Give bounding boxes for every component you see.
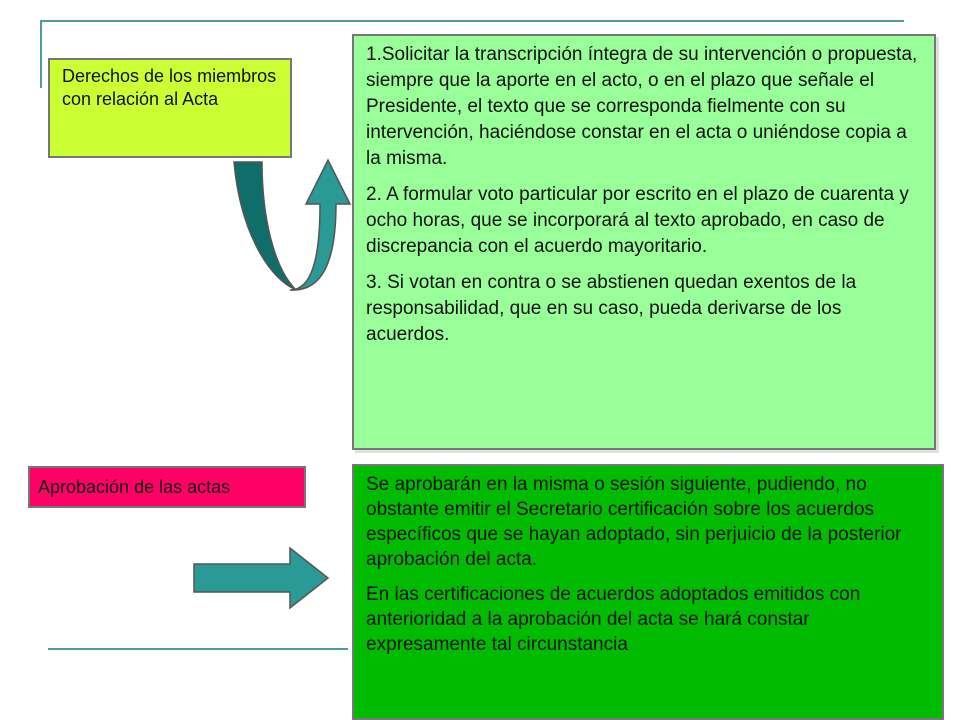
left-rule bbox=[40, 20, 42, 88]
rights-item-2: 2. A formular voto particular por escrito en el plazo de cuarenta y ocho horas, que se incorporará al texto aprobado, en caso de discrepancia con el acuerdo mayoritario. bbox=[366, 184, 909, 257]
approval-title: Aprobación de las actas bbox=[38, 477, 231, 497]
right-arrow-icon bbox=[192, 546, 332, 610]
approval-paragraph-1: Se aprobarán en la misma o sesión siguiente, pudiendo, no obstante emitir el Secretario certificación sobre los acuerdos específicos que se hayan adoptado, sin perjuicio de la posterior aprobación del acta. bbox=[366, 474, 902, 570]
top-rule bbox=[40, 20, 904, 22]
approval-title-box bbox=[28, 466, 306, 508]
approval-paragraph-2: En las certificaciones de acuerdos adoptados emitidos con anterioridad a la aprobación del acta se hará constar expresamente tal circunstancia bbox=[366, 584, 861, 655]
rights-item-3: 3. Si votan en contra o se abstienen quedan exentos de la responsabilidad, que en su caso, pueda derivarse de los acuerdos. bbox=[366, 272, 857, 345]
rights-title: Derechos de los miembros con relación al Acta bbox=[62, 66, 277, 109]
u-turn-arrow-icon bbox=[228, 158, 348, 298]
rights-item-1: 1.Solicitar la transcripción íntegra de su intervención o propuesta, siempre que la aporte en el acto, o en el plazo que señale el Presidente, el texto que se corresponda fielmente con su intervención, haciéndose constar en el acta o uniéndose copia a la misma. bbox=[366, 44, 918, 169]
u-turn-arrow-down-part bbox=[234, 162, 296, 290]
rights-title-box bbox=[48, 58, 292, 158]
approval-text-box bbox=[352, 464, 944, 720]
rights-list-box bbox=[352, 34, 936, 450]
u-turn-arrow-up-part bbox=[290, 160, 350, 290]
bottom-rule bbox=[48, 648, 348, 650]
